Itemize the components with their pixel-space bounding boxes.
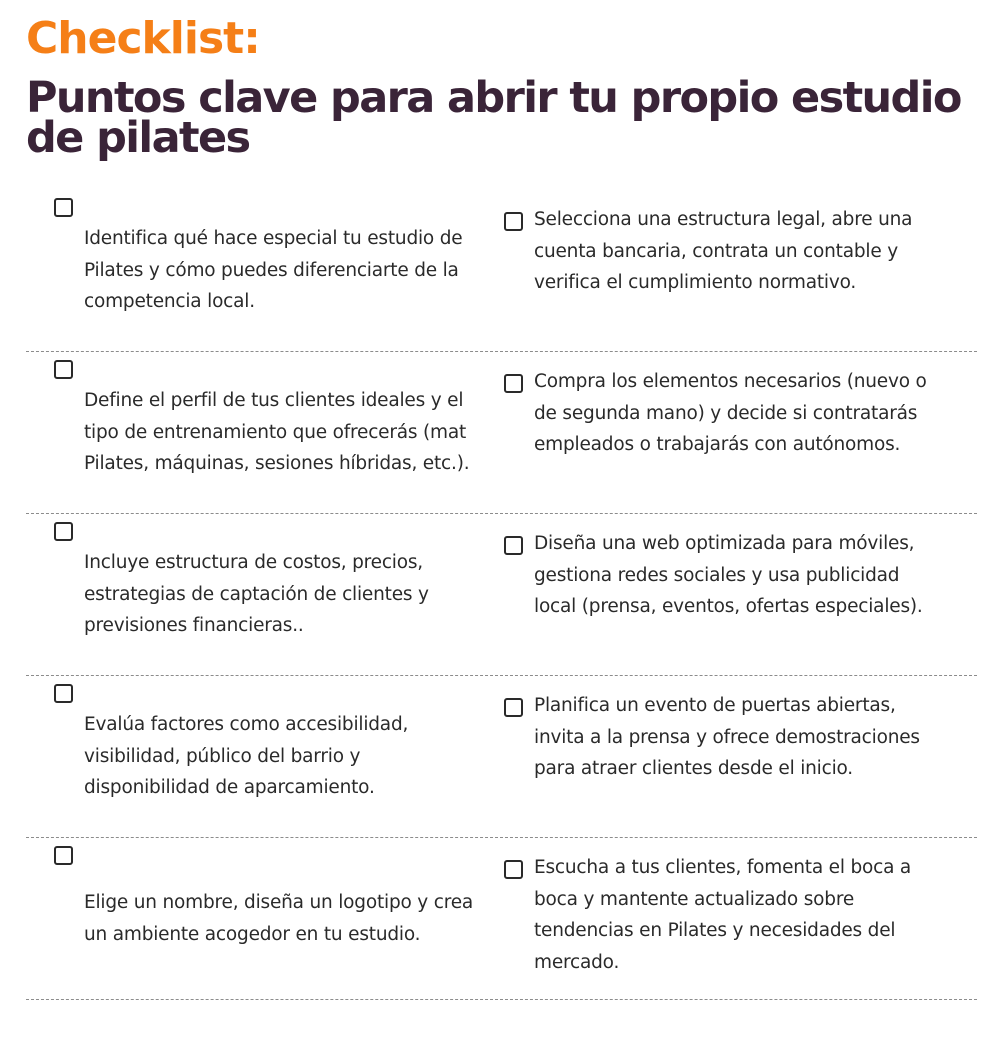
checklist-row	[26, 352, 977, 514]
checkbox[interactable]	[504, 860, 523, 879]
checklist-item	[504, 352, 977, 513]
checklist-item	[26, 352, 504, 513]
checklist-item	[26, 676, 504, 837]
checklist-row	[26, 838, 977, 1000]
checklist-item-text: Diseña una web optimizada para móviles, gestiona redes sociales y usa publicidad local (prensa, eventos, ofertas especiales).	[534, 533, 923, 617]
checklist-item	[26, 190, 504, 351]
checklist-item	[504, 838, 977, 999]
checklist-item-text: Identifica qué hace especial tu estudio de Pilates y cómo puedes diferenciarte de la competencia local.	[84, 228, 463, 313]
checklist-item-text: Selecciona una estructura legal, abre una cuenta bancaria, contrata un contable y verifica el cumplimiento normativo.	[534, 209, 913, 293]
page-title: Puntos clave para abrir tu propio estudio de pilates	[26, 73, 961, 163]
checklist-item	[26, 514, 504, 675]
checkbox[interactable]	[54, 360, 73, 379]
checklist-item-text: Compra los elementos necesarios (nuevo o de segunda mano) y decide si contratarás empleados o trabajarás con autónomos.	[534, 371, 927, 455]
checkbox[interactable]	[54, 522, 73, 541]
checkbox[interactable]	[504, 698, 523, 717]
checklist-item-text: Planifica un evento de puertas abiertas, invita a la prensa y ofrece demostraciones para atraer clientes desde el inicio.	[534, 695, 920, 779]
checkbox[interactable]	[54, 684, 73, 703]
checklist-row	[26, 514, 977, 676]
checklist-item	[504, 514, 977, 675]
checklist-item-text: Incluye estructura de costos, precios, estrategias de captación de clientes y previsiones financieras..	[84, 552, 429, 637]
checklist-item-text: Elige un nombre, diseña un logotipo y crea un ambiente acogedor en tu estudio.	[84, 892, 474, 945]
checkbox[interactable]	[504, 536, 523, 555]
checklist-item	[504, 676, 977, 837]
checklist-item-text: Evalúa factores como accesibilidad, visibilidad, público del barrio y disponibilidad de aparcamiento.	[84, 714, 409, 799]
checkbox[interactable]	[504, 374, 523, 393]
checklist-item-text: Define el perfil de tus clientes ideales y el tipo de entrenamiento que ofrecerás (mat Pilates, máquinas, sesiones híbridas, etc.).	[84, 390, 470, 475]
checklist-row	[26, 676, 977, 838]
checkbox[interactable]	[54, 198, 73, 217]
checklist-item	[26, 838, 504, 999]
checklist-item-text: Escucha a tus clientes, fomenta el boca a boca y mantente actualizado sobre tendencias en Pilates y necesidades del mercado.	[534, 857, 912, 973]
checkbox[interactable]	[54, 846, 73, 865]
checkbox[interactable]	[504, 212, 523, 231]
checklist-row	[26, 190, 977, 352]
checklist-heading: Checklist:	[26, 13, 260, 64]
checklist-item	[504, 190, 977, 351]
checklist-grid	[26, 190, 977, 1000]
